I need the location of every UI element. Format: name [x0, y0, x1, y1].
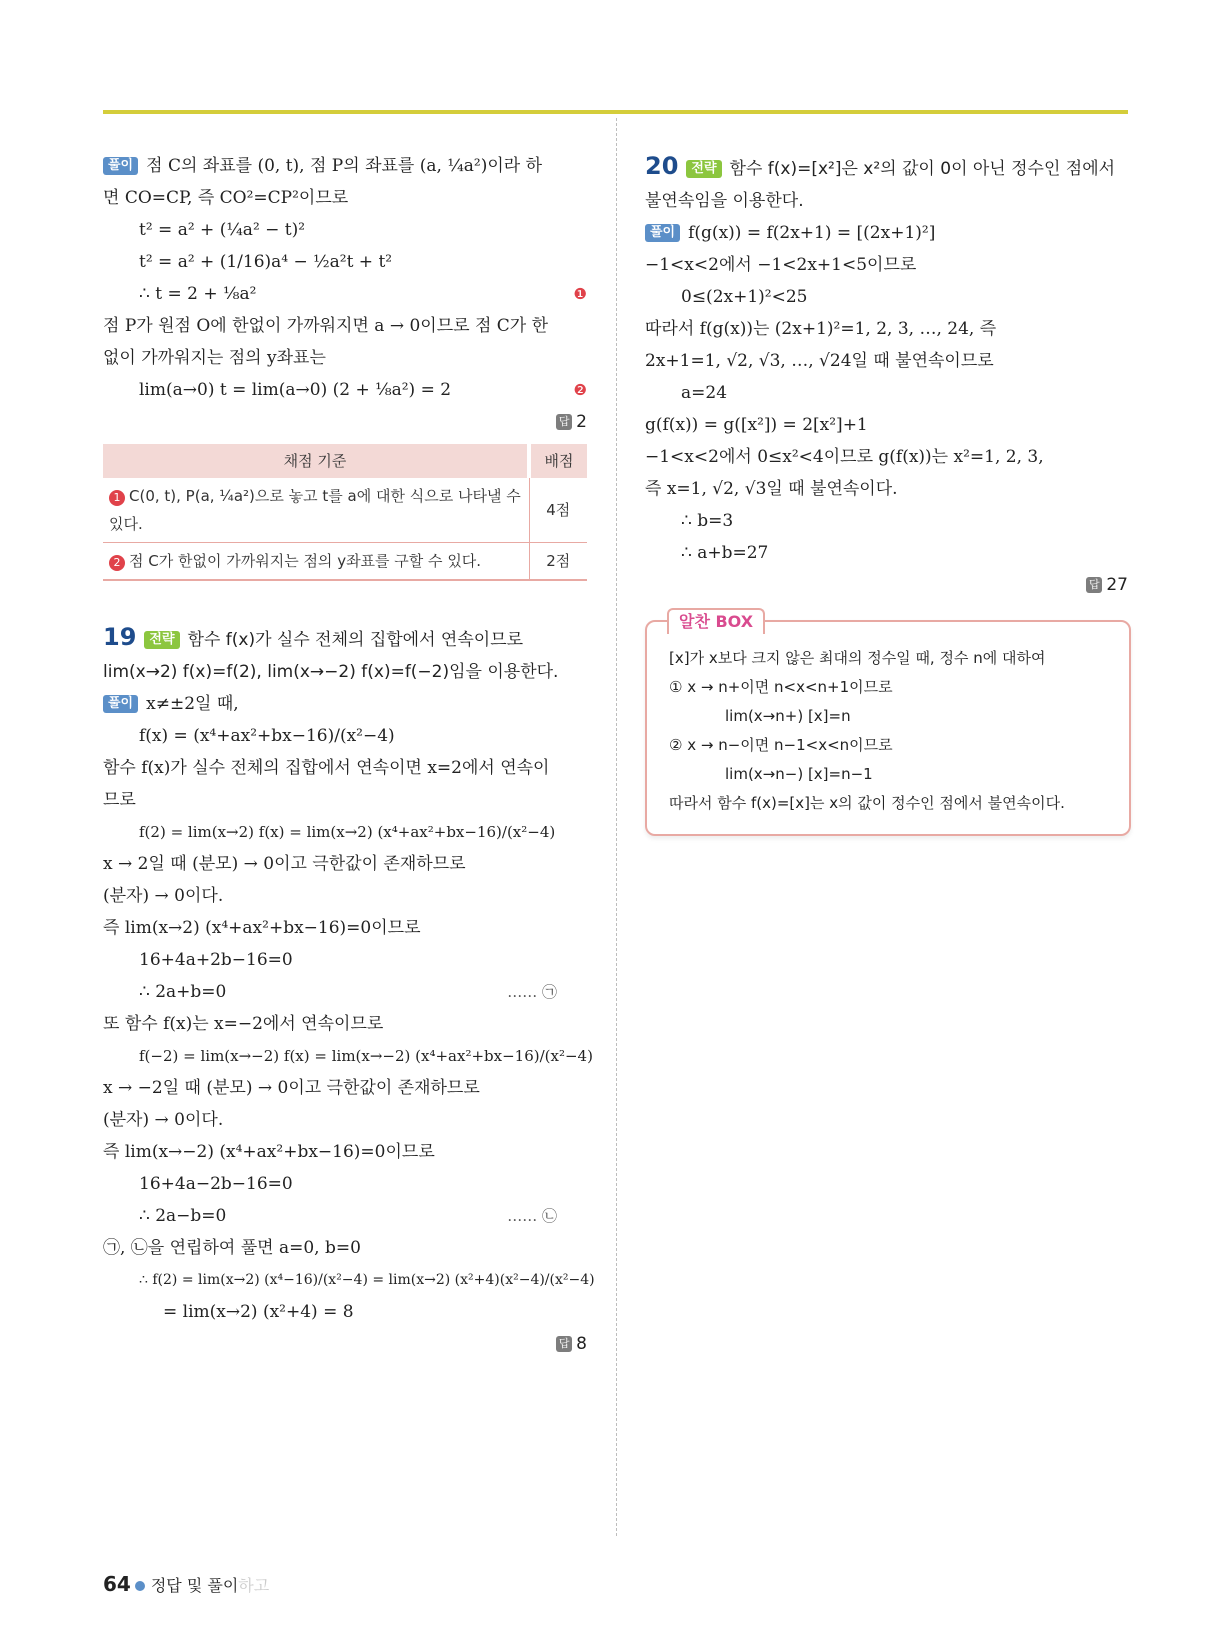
criteria-number: 2: [109, 555, 125, 571]
solution-tag: 풀이: [103, 157, 138, 175]
solution-line: 없이 가까워지는 점의 y좌표는: [103, 348, 326, 368]
solution-line: 점 P가 원점 O에 한없이 가까워지면 a → 0이므로 점 C가 한: [103, 316, 549, 336]
solution-line: ㉠, ㉡을 연립하여 풀면 a=0, b=0: [103, 1238, 361, 1258]
tip-line: [x]가 x보다 크지 않은 최대의 정수일 때, 정수 n에 대하여: [669, 649, 1046, 667]
solution-line: −1<x<2에서 −1<2x+1<5이므로: [645, 255, 917, 275]
tip-line: lim(x→n−) [x]=n−1: [725, 765, 873, 783]
problem-20-header: 20 전략 함수 f(x)=[x²]은 x²의 값이 0이 아닌 정수인 점에서: [645, 152, 1116, 180]
solution-line: 즉 lim(x→−2) (x⁴+ax²+bx−16)=0이므로: [103, 1142, 435, 1162]
solution-line: 풀이 점 C의 좌표를 (0, t), 점 P의 좌표를 (a, ¼a²)이라 하: [103, 150, 587, 182]
right-column: [645, 150, 1128, 601]
criteria-number: 1: [109, 490, 125, 506]
solution-line: (분자) → 0이다.: [103, 886, 224, 906]
equation: lim(a→0) t = lim(a→0) (2 + ⅛a²) = 2 ❷: [103, 374, 587, 406]
problem-number: 19: [103, 623, 137, 651]
equation: 16+4a−2b−16=0: [139, 1174, 293, 1194]
table-row: 2 점 C가 한없이 가까워지는 점의 y좌표를 구할 수 있다. 2점: [103, 543, 587, 581]
tip-box: [645, 612, 1131, 836]
tip-line: 따라서 함수 f(x)=[x]는 x의 값이 정수인 점에서 불연속이다.: [669, 794, 1065, 812]
answer: 답 27: [645, 569, 1128, 601]
tip-line: ① x → n+이면 n<x<n+1이므로: [669, 678, 893, 696]
equation-marker-1: …… ㉠: [507, 983, 557, 1001]
equation: ∴ a+b=27: [681, 543, 769, 563]
equation: f(x) = (x⁴+ax²+bx−16)/(x²−4): [139, 726, 395, 746]
step-marker-2: ❷: [573, 381, 587, 399]
scoring-header-points: 배점: [529, 444, 587, 478]
equation: a=24: [681, 383, 728, 403]
scoring-header-criteria: 채점 기준: [103, 444, 529, 478]
equation: ∴ f(2) = lim(x→2) (x⁴−16)/(x²−4) = lim(x→2) (x²+4)(x²−4)/(x²−4): [139, 1272, 595, 1288]
answer-icon: 답: [556, 1336, 572, 1352]
strategy-tag: 전략: [686, 160, 721, 178]
problem-19-header: 19 전략 함수 f(x)가 실수 전체의 집합에서 연속이므로: [103, 623, 524, 651]
equation: t² = a² + (1/16)a⁴ − ½a²t + t²: [139, 252, 393, 272]
solution-tag: 풀이: [645, 224, 680, 242]
solution-line: (분자) → 0이다.: [103, 1110, 224, 1130]
left-column: [103, 150, 595, 1360]
page-number: 64: [103, 1572, 131, 1596]
answer-icon: 답: [1086, 577, 1102, 593]
solution-line: g(f(x)) = g([x²]) = 2[x²]+1: [645, 415, 868, 435]
problem-number: 20: [645, 152, 679, 180]
tip-box-body: [669, 644, 1109, 818]
solution-line: 따라서 f(g(x))는 (2x+1)²=1, 2, 3, …, 24, 즉: [645, 319, 997, 339]
page-footer: [103, 1572, 269, 1596]
solution-tag: 풀이: [103, 695, 138, 713]
column-divider: [616, 118, 617, 1536]
solution-line: 면 CO=CP, 즉 CO²=CP²이므로: [103, 188, 349, 208]
equation: f(−2) = lim(x→−2) f(x) = lim(x→−2) (x⁴+ax²+bx−16)/(x²−4): [139, 1047, 593, 1065]
tip-line: lim(x→n+) [x]=n: [725, 707, 851, 725]
answer: 답 8: [103, 1328, 587, 1360]
equation: = lim(x→2) (x²+4) = 8: [163, 1302, 354, 1322]
answer-icon: 답: [556, 414, 572, 430]
equation-marker-2: …… ㉡: [507, 1207, 557, 1225]
equation: 16+4a+2b−16=0: [139, 950, 293, 970]
step-marker-1: ❶: [573, 285, 587, 303]
table-row: 1 C(0, t), P(a, ¼a²)으로 놓고 t를 a에 대한 식으로 나타낼 수 있다. 4점: [103, 478, 587, 543]
equation: f(2) = lim(x→2) f(x) = lim(x→2) (x⁴+ax²+bx−16)/(x²−4): [139, 823, 556, 841]
footer-dot-icon: [135, 1581, 145, 1591]
strategy-tag: 전략: [144, 631, 179, 649]
equation: ∴ 2a+b=0 …… ㉠: [103, 976, 587, 1008]
solution-line: −1<x<2에서 0≤x²<4이므로 g(f(x))는 x²=1, 2, 3,: [645, 447, 1044, 467]
solution-line: 풀이 f(g(x)) = f(2x+1) = [(2x+1)²]: [645, 217, 1128, 249]
solution-line: 므로: [103, 790, 136, 810]
tip-line: ② x → n−이면 n−1<x<n이므로: [669, 736, 893, 754]
solution-line: x → −2일 때 (분모) → 0이고 극한값이 존재하므로: [103, 1078, 480, 1098]
solution-line: 즉 x=1, √2, √3일 때 불연속이다.: [645, 479, 898, 499]
footer-ghost-text: 하고: [238, 1576, 270, 1595]
scoring-table: [103, 444, 587, 581]
equation: ∴ 2a−b=0 …… ㉡: [103, 1200, 587, 1232]
equation: ∴ b=3: [681, 511, 734, 531]
solution-line: 함수 f(x)가 실수 전체의 집합에서 연속이면 x=2에서 연속이: [103, 758, 550, 778]
top-rule: [103, 110, 1128, 114]
equation: 0≤(2x+1)²<25: [681, 287, 808, 307]
footer-label: 정답 및 풀이: [150, 1576, 239, 1595]
solution-line: 2x+1=1, √2, √3, …, √24일 때 불연속이므로: [645, 351, 994, 371]
strategy-text: 불연속임을 이용한다.: [645, 191, 804, 211]
equation: ∴ t = 2 + ⅛a² ❶: [103, 278, 587, 310]
answer: 답 2: [103, 406, 587, 438]
solution-line: 또 함수 f(x)는 x=−2에서 연속이므로: [103, 1014, 384, 1034]
solution-line: x → 2일 때 (분모) → 0이고 극한값이 존재하므로: [103, 854, 466, 874]
solution-line: 풀이 x≠±2일 때,: [103, 688, 587, 720]
strategy-text: lim(x→2) f(x)=f(2), lim(x→−2) f(x)=f(−2)임을 이용한다.: [103, 662, 559, 682]
tip-box-title: 알찬 BOX: [667, 608, 765, 634]
solution-line: 즉 lim(x→2) (x⁴+ax²+bx−16)=0이므로: [103, 918, 421, 938]
equation: t² = a² + (¼a² − t)²: [139, 220, 306, 240]
